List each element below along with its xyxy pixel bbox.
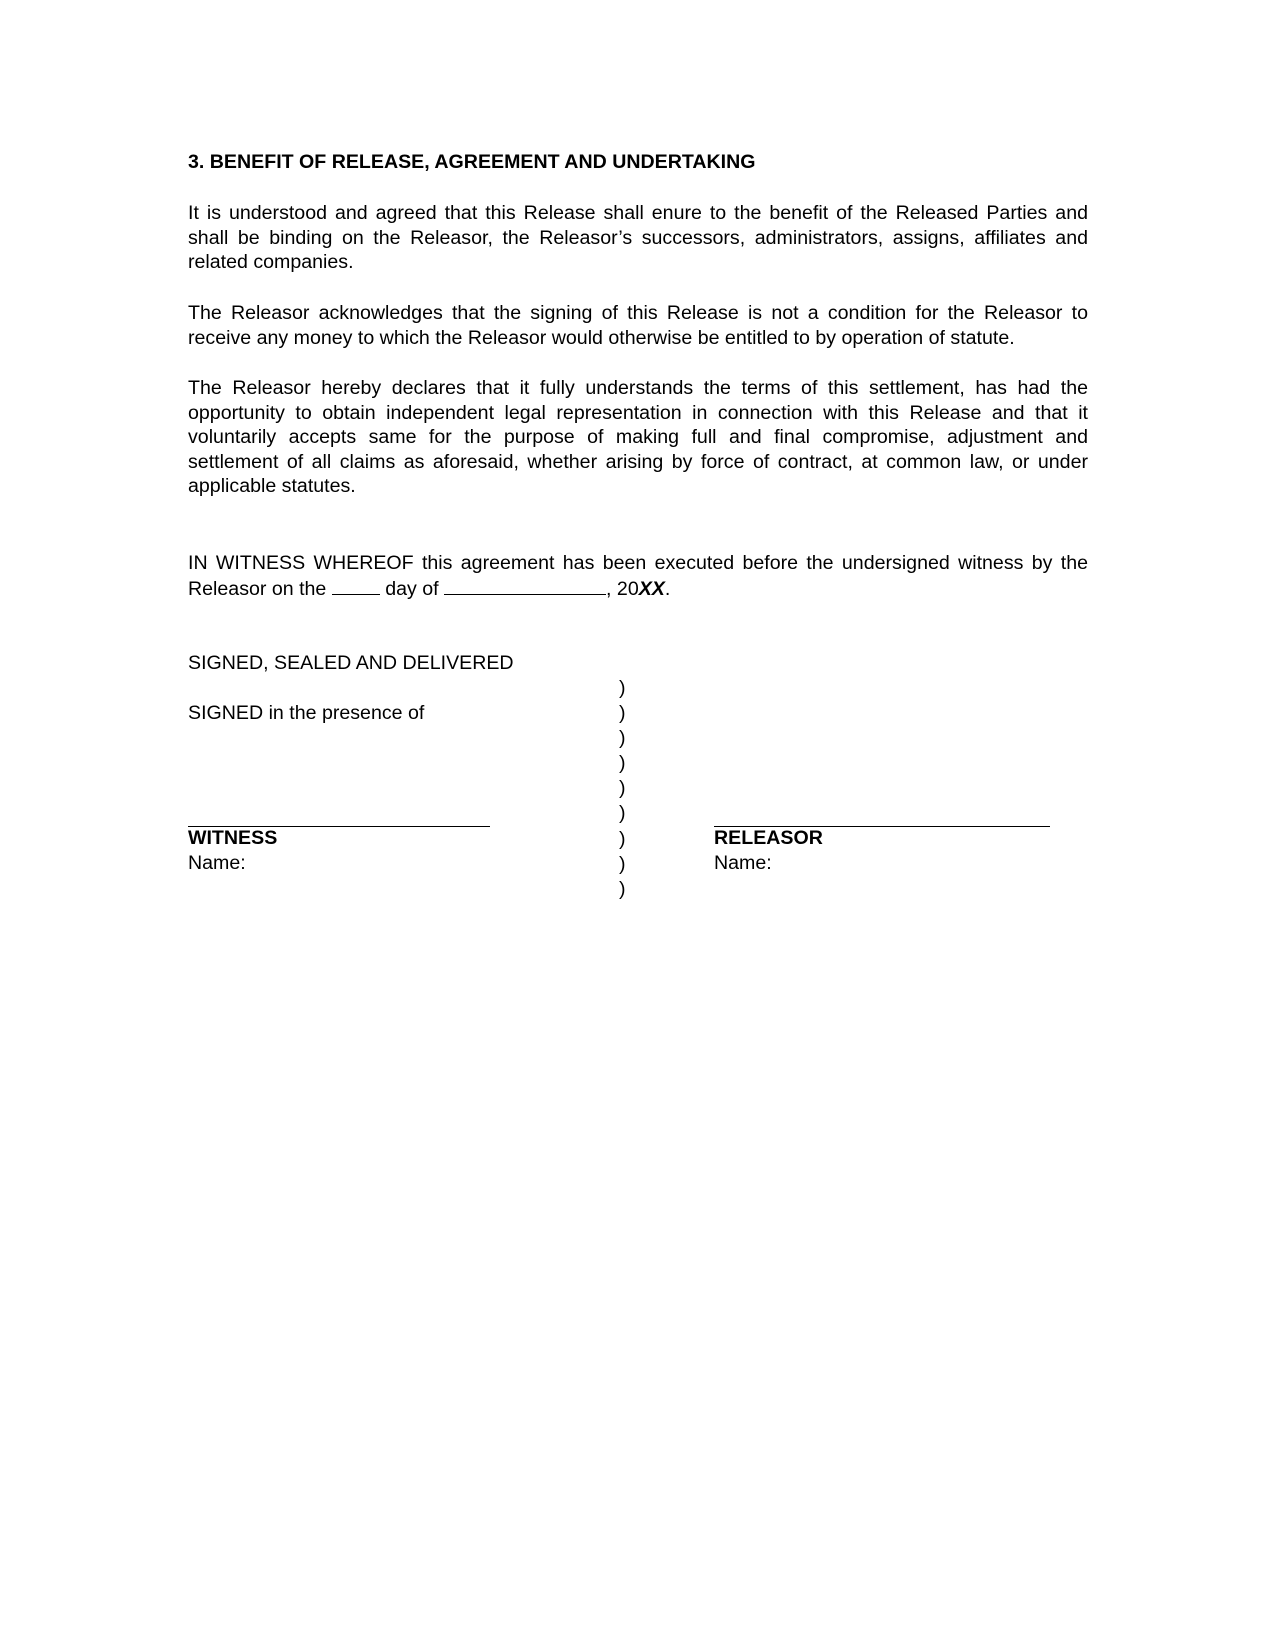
paren: ) [619, 777, 626, 800]
paragraph-benefit: It is understood and agreed that this Release shall enure to the benefit of the Released Parties and shall be binding on the Releasor, the Releasor’s successors, administrators, assigns, affiliates and related companies. [188, 202, 1088, 273]
paragraph-acknowledgement: The Releasor acknowledges that the signing of this Release is not a condition for the Releasor to receive any money to which the Releasor would otherwise be entitled to by operation of statute. [188, 302, 1088, 349]
paren: ) [619, 677, 626, 699]
signed-sealed-delivered: SIGNED, SEALED AND DELIVERED [188, 652, 514, 674]
witness-clause-year-prefix: , 20 [606, 577, 639, 600]
releasor-name-label: Name: [714, 852, 772, 874]
witness-clause [188, 551, 1088, 601]
paren: ) [619, 827, 626, 850]
year-placeholder: XX [638, 577, 665, 600]
paren: ) [619, 752, 626, 775]
witness-name-label: Name: [188, 852, 246, 874]
paren: ) [619, 877, 626, 900]
day-blank [332, 576, 380, 595]
signed-presence-of: SIGNED in the presence of [188, 702, 425, 724]
releasor-label: RELEASOR [714, 827, 823, 849]
witness-label: WITNESS [188, 827, 278, 849]
parenthesis-column [619, 676, 639, 902]
section-heading: 3. BENEFIT OF RELEASE, AGREEMENT AND UNDERTAKING [188, 151, 756, 173]
month-blank [444, 576, 606, 595]
witness-clause-day-of: day of [379, 577, 445, 600]
paren: ) [619, 802, 626, 825]
paren: ) [619, 727, 626, 750]
paragraph-declaration: The Releasor hereby declares that it fully understands the terms of this settlement, has had the opportunity to obtain independent legal representation in connection with this Release and that it voluntarily accepts same for the purpose of making full and final compromise, adjustment and settlement of all claims as aforesaid, whether arising by force of contract, at common law, or under applicable statutes. [188, 377, 1088, 497]
paren: ) [619, 852, 626, 875]
witness-clause-end: . [664, 577, 671, 600]
witness-clause-text: IN WITNESS WHEREOF this agreement has been executed before the undersigned witness by the Releasor on the [188, 552, 1088, 600]
paren: ) [619, 702, 626, 725]
